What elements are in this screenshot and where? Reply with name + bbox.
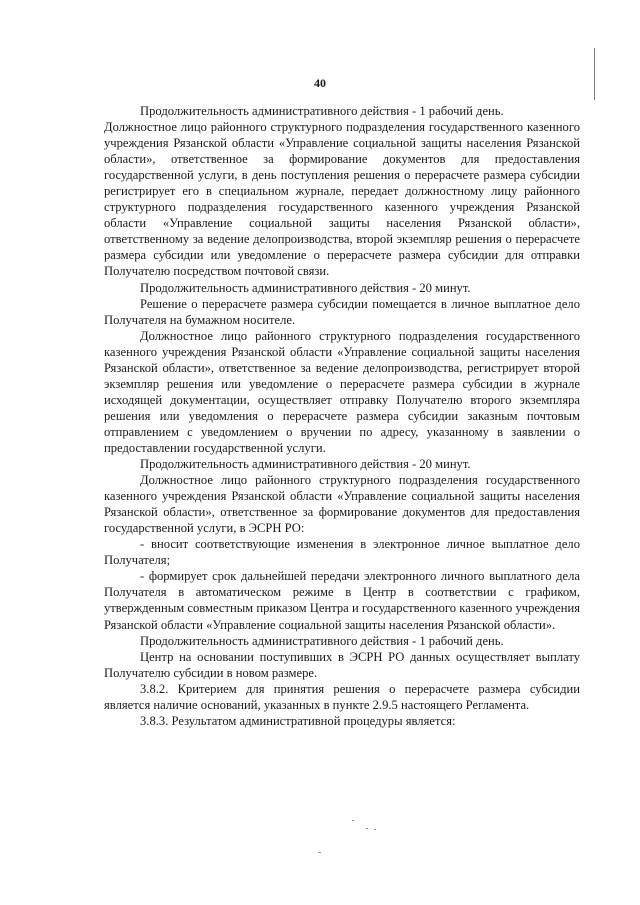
scan-speck	[374, 829, 376, 830]
scan-speck	[352, 820, 354, 821]
paragraph-registration: Должностное лицо районного структурного подразделения государственного казенного учреждения Рязанской области «Управление социальной защиты населения Рязанской области», ответственное за формирование документов для предоставления государственной услуги, в день поступления решения о перерасчете размера субсидии регистрирует его в специальном журнале, передает должностному лицу районного структурного подразделения государственного казенного учреждения Рязанской области «Управление социальной защиты населения Рязанской области», ответственному за ведение делопроизводства, второй экземпляр решения о перерасчете размера субсидии или уведомление о перерасчете размера субсидии для отправки Получателю посредством почтовой связи.	[104, 120, 580, 279]
scan-edge-line	[594, 48, 595, 100]
paragraph-esrn-official: Должностное лицо районного структурного подразделения государственного казенного учреждения Рязанской области «Управление социальной защиты населения Рязанской области», ответственное за формирование документов для предоставления государственной услуги, в ЭСРН РО:	[104, 473, 580, 536]
paragraph-duration-1: Продолжительность административного действия - 1 рабочий день.	[140, 104, 504, 118]
document-body	[104, 103, 580, 729]
paragraph-mailing: Должностное лицо районного структурного подразделения государственного казенного учреждения Рязанской области «Управление социальной защиты населения Рязанской области», ответственное за ведение делопроизводства, регистрирует второй экземпляр решения или уведомление о перерасчете размера субсидии в журнале исходящей документации, осуществляет отправку Получателю второго экземпляра решения или уведомления о перерасчете размера субсидии заказным почтовым отправлением с уведомлением о вручении по адресу, указанному в заявлении о предоставлении государственной услуги.	[104, 328, 580, 455]
scan-speck	[318, 852, 321, 853]
paragraph-3-8-3: 3.8.3. Результатом административной процедуры является:	[140, 713, 456, 728]
paragraph-decision-filed: Решение о перерасчете размера субсидии помещается в личное выплатное дело Получателя на бумажном носителе.	[104, 296, 580, 327]
list-item-changes: - вносит соответствующие изменения в электронное личное выплатное дело Получателя;	[104, 537, 580, 568]
paragraph-duration-2: Продолжительность административного действия - 20 минут.	[140, 280, 471, 295]
list-item-transfer: - формирует срок дальнейшей передачи электронного личного выплатного дела Получателя в автоматическом режиме в Центр в соответствии с графиком, утвержденным совместным приказом Центра и государственного казенного учреждения Рязанской области «Управление социальной защиты населения Рязанской области».	[104, 569, 580, 632]
paragraph-3-8-2: 3.8.2. Критерием для принятия решения о перерасчете размера субсидии является наличие оснований, указанных в пункте 2.9.5 настоящего Регламента.	[104, 681, 580, 712]
paragraph-duration-3: Продолжительность административного действия - 20 минут.	[140, 457, 471, 472]
paragraph-center-payment: Центр на основании поступивших в ЭСРН РО данных осуществляет выплату Получателю субсидии в новом размере.	[104, 649, 580, 680]
paragraph-duration-4: Продолжительность административного действия - 1 рабочий день.	[140, 633, 504, 648]
page-number: 40	[314, 76, 326, 90]
scan-speck	[366, 828, 368, 829]
